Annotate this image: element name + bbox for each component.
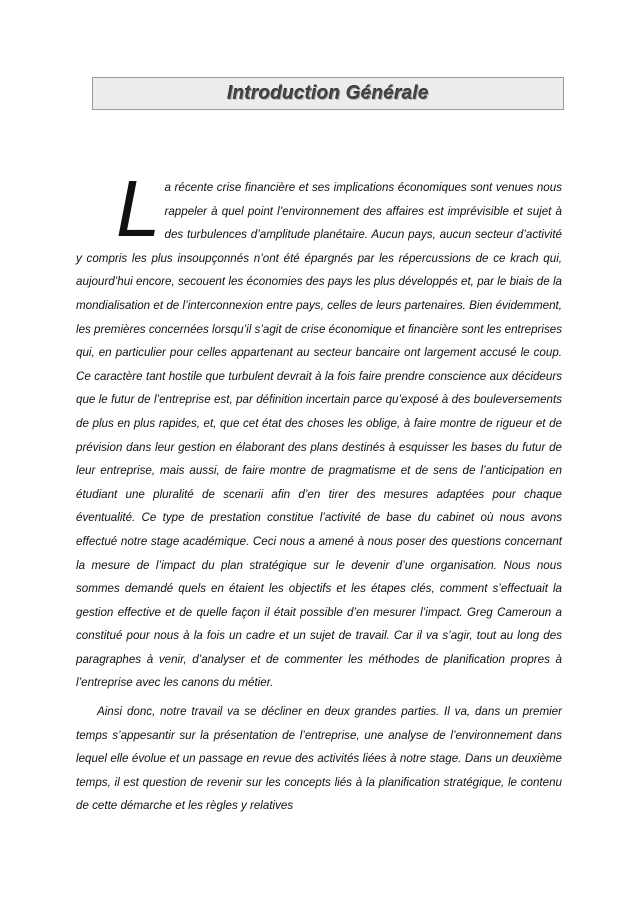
paragraph-1-text: a récente crise financière et ses implications économiques sont venues nous rappeler à quel point l’environnement des affaires est imprévisible et sujet à des turbulences d’amplitude planétaire. Aucun pays, aucun secteur d’activité y compris les plus insoupçonnés n’ont été épargnés par les répercussions de ce krach qui, aujourd’hui encore, secouent les économies des pays les plus développés et, par le biais de la mondialisation et de l’interconnexion entre pays, celles de leurs partenaires. Bien évidemment, les premières concernées lorsqu’il s’agit de crise économique et financière sont les entreprises qui, en particulier pour celles appartenant au secteur bancaire ont largement accusé le coup. Ce caractère tant hostile que turbulent devrait à la fois faire prendre conscience aux décideurs que le futur de l’entreprise est, par définition incertain parce qu’exposé à des bouleversements de plus en plus rapides, et, que cet état des choses les oblige, à faire montre de rigueur et de prévision dans leur gestion en élaborant des plans destinés à esquisser les bases du futur de leur entreprise, mais aussi, de faire montre de pragmatisme et de sens de l’anticipation en étudiant une pluralité de scenarii afin d’en tirer des mesures adaptées pour chaque éventualité. Ce type de prestation constitue l’activité de base du cabinet où nous avons effectué notre stage académique. Ceci nous a amené à nous poser des questions concernant la mesure de l’impact du plan stratégique sur le devenir d’une organisation. Nous nous sommes demandé quels en étaient les objectifs et les étapes clés, comment s’effectuait la gestion effective et de quelle façon il était possible d’en mesurer l’impact. Greg Cameroun a constitué pour nous à la fois un cadre et un sujet de travail. Car il va s’agir, tout au long des paragraphes à venir, d’analyser et de commenter les méthodes de planification propres à l’entreprise avec les canons du métier. bbox=[76, 181, 562, 690]
page-title: Introduction Générale bbox=[227, 82, 429, 104]
body-text bbox=[76, 164, 562, 818]
paragraph-1 bbox=[76, 164, 562, 695]
title-banner bbox=[92, 77, 564, 110]
paragraph-2: Ainsi donc, notre travail va se décliner en deux grandes parties. Il va, dans un premier temps s’appesantir sur la présentation de l’entreprise, une analyse de l’environnement dans lequel elle évolue et un passage en revue des activités liées à notre stage. Dans un deuxième temps, il est question de revenir sur les concepts liés à la planification stratégique, le contenu de cette démarche et les règles y relatives bbox=[76, 705, 562, 813]
drop-cap: L bbox=[116, 164, 161, 253]
